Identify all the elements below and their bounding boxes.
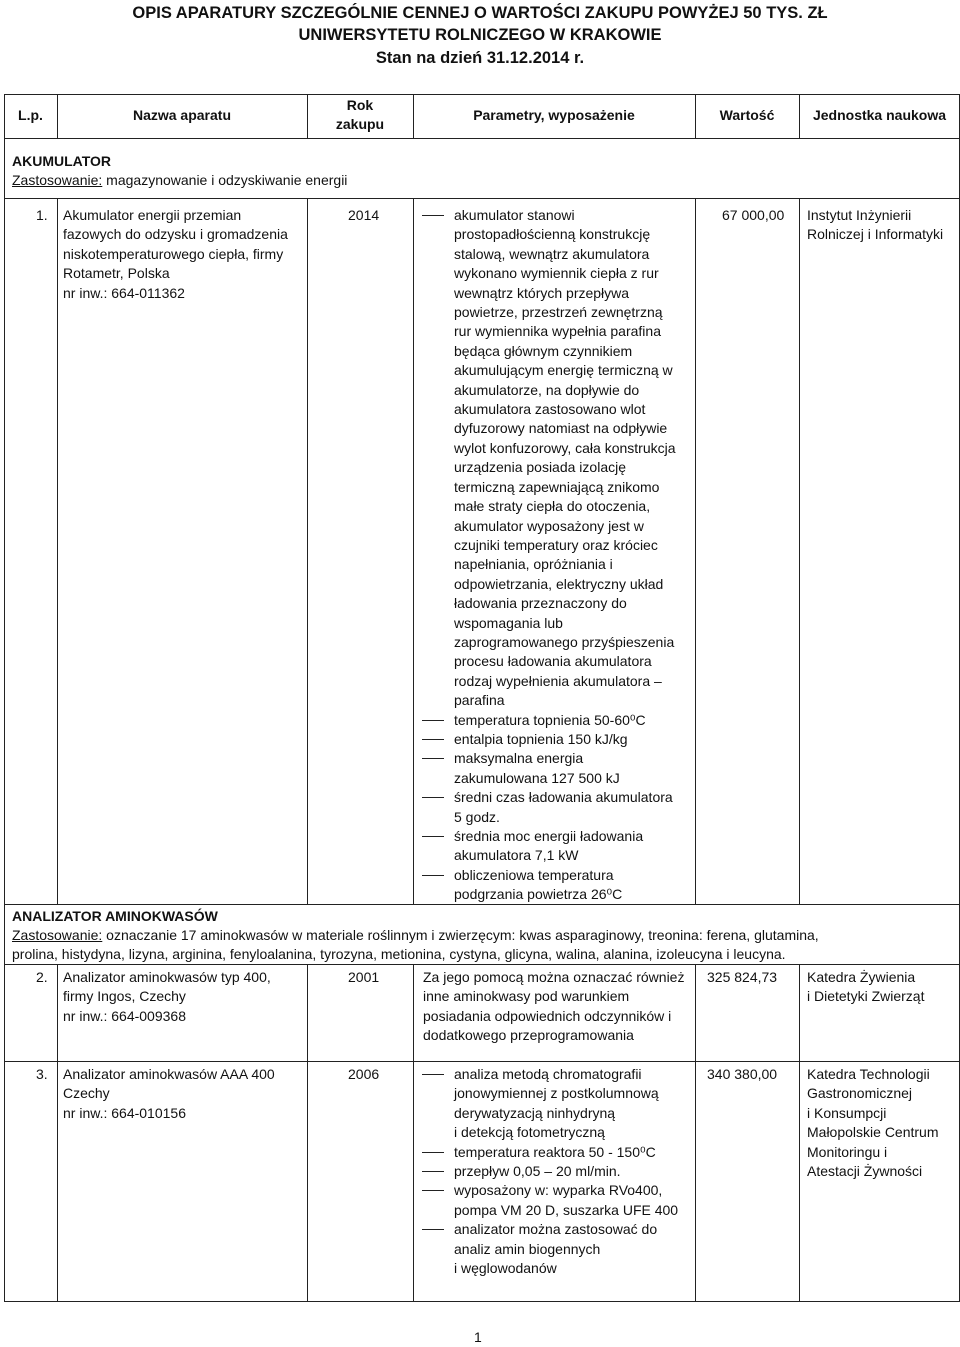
item2-value: 325 824,73 <box>707 969 778 985</box>
item3-param-item <box>414 1162 694 1181</box>
item1-param-item <box>414 206 694 711</box>
item1-param-item <box>414 749 694 788</box>
item3-param-line: i węglowodanów <box>454 1260 557 1277</box>
item1-name <box>63 206 303 303</box>
col-divider-value-items23 <box>799 964 800 1301</box>
item3-unit-line: i Konsumpcji <box>807 1104 887 1121</box>
item1-name-line: nr inw.: 664-011362 <box>63 284 185 301</box>
item1-param-line: wylot konfuzorowy, cała konstrukcja <box>454 439 676 456</box>
item2-params <box>423 968 693 1046</box>
item2-name-line: nr inw.: 664-009368 <box>63 1007 186 1024</box>
item3-params <box>414 1065 694 1278</box>
item1-param-line: małe straty ciepła do otoczenia, <box>454 498 651 515</box>
item1-param-line: stalową, wewnątrz akumulatora <box>454 245 650 262</box>
item1-param-line: prostopadłościenną konstrukcję <box>454 226 651 243</box>
item3-param-line: analiz amin biogennych <box>454 1240 601 1257</box>
item3-params-list <box>414 1065 694 1278</box>
item2-unit <box>807 968 959 1007</box>
item3-unit-line: Atestacji Żywności <box>807 1163 923 1180</box>
column-header-year-line2: zakupu <box>335 116 385 132</box>
item1-param-line: wspomagania lub <box>454 614 563 631</box>
item1-param-item <box>414 866 694 905</box>
item3-param-line: jonowymiennej z postkolumnową <box>454 1085 659 1102</box>
document-title-line1: OPIS APARATURY SZCZEGÓLNIE CENNEJ O WARTOŚCI ZAKUPU POWYŻEJ 50 TYS. ZŁ <box>132 4 828 22</box>
item1-param-line: podgrzania powietrza 26⁰C <box>454 886 623 903</box>
item2-name <box>63 968 303 1026</box>
item1-param-line: zakumulowana 127 500 kJ <box>454 769 620 786</box>
item1-param-line: wykonano wymiennik ciepła z rur <box>454 265 659 282</box>
item1-param-line: akumulatorze, na dopływie do <box>454 381 640 398</box>
item1-param-line: urządzenia posiada izolację <box>454 459 626 476</box>
section1-title: AKUMULATOR <box>12 153 112 169</box>
item3-param-line: przepływ 0,05 – 20 ml/min. <box>454 1163 621 1180</box>
item1-param-line: obliczeniowa temperatura <box>454 866 614 883</box>
item1-param-line: ładowania przeznaczony do <box>454 595 627 612</box>
item1-year: 2014 <box>348 207 380 223</box>
column-header-lp: L.p. <box>18 107 43 123</box>
item1-value: 67 000,00 <box>722 207 785 223</box>
item3-value: 340 380,00 <box>707 1066 778 1082</box>
header-row-divider <box>4 138 960 139</box>
item3-name-line: nr inw.: 664-010156 <box>63 1104 186 1121</box>
section2-divider <box>4 964 960 965</box>
item3-param-line: pompa VM 20 D, suszarka UFE 400 <box>454 1201 679 1218</box>
item1-name-line: Akumulator energii przemian <box>63 207 242 223</box>
item1-param-line: akumulatora 7,1 kW <box>454 847 579 864</box>
item1-param-item <box>414 711 694 730</box>
item3-year: 2006 <box>348 1066 380 1082</box>
usage-text: oznaczanie 17 aminokwasów w materiale roślinnym i zwierzęcym: kwas asparaginowy, treonina: ferena, glutamina, <box>102 927 819 943</box>
item1-param-line: procesu ładowania akumulatora <box>454 653 652 670</box>
item1-param-line: zaprogramowanego przyśpieszenia <box>454 633 675 650</box>
item1-param-line: parafina <box>454 692 505 709</box>
item3-param-line: derywatyzacją ninhydryną <box>454 1104 616 1121</box>
document-title-date: Stan na dzień 31.12.2014 r. <box>375 49 585 67</box>
column-header-unit: Jednostka naukowa <box>812 107 947 123</box>
item2-unit-line: i Dietetyki Zwierząt <box>807 988 925 1005</box>
column-header-value: Wartość <box>719 107 775 123</box>
item1-param-line: odpowietrzania, elektryczny układ <box>454 575 664 592</box>
column-header-params: Parametry, wyposażenie <box>473 107 635 123</box>
item1-param-item <box>414 788 694 827</box>
item1-param-item <box>414 827 694 866</box>
item1-param-line: napełniania, opróżniania i <box>454 556 613 573</box>
item3-unit <box>807 1065 959 1181</box>
item1-name-line: fazowych do odzysku i gromadzenia <box>63 226 288 243</box>
item3-unit-line: Gastronomicznej <box>807 1085 913 1102</box>
item1-param-line: temperatura topnienia 50-60⁰C <box>454 711 646 728</box>
col-divider-name-item1 <box>307 198 308 904</box>
item1-unit <box>807 206 959 245</box>
item2-params-line: dodatkowego przeprogramowania <box>423 1027 634 1044</box>
item2-lp: 2. <box>36 969 48 985</box>
item3-lp: 3. <box>36 1066 48 1082</box>
col-divider-params-item1 <box>695 198 696 904</box>
item3-unit-line: Małopolskie Centrum <box>807 1124 939 1141</box>
column-header-name: Nazwa aparatu <box>132 107 232 123</box>
item2-unit-line: Katedra Żywienia <box>807 969 916 985</box>
item1-param-line: termiczną zapewniającą znikomo <box>454 478 660 495</box>
item2-year: 2001 <box>348 969 380 985</box>
item1-param-line: dyfuzorowy natomiast na odpływie <box>454 420 668 437</box>
item2-params-line: posiadania odpowiednich odczynników i <box>423 1007 672 1024</box>
item1-param-item <box>414 730 694 749</box>
item1-params <box>414 206 694 905</box>
item2-name-line: firmy Ingos, Czechy <box>63 988 186 1005</box>
item1-param-line: powietrze, przestrzeń zewnętrzną <box>454 304 663 321</box>
item1-unit-line: Instytut Inżynierii <box>807 207 912 223</box>
item3-unit-line: Katedra Technologii <box>807 1066 930 1082</box>
item3-param-item <box>414 1143 694 1162</box>
item1-params-list <box>414 206 694 905</box>
item3-param-line: temperatura reaktora 50 - 150⁰C <box>454 1143 656 1160</box>
section2-usage-line2: prolina, histydyna, lizyna, arginina, fenyloalanina, tyrozyna, metionina, cystyna, glicyna, walina, alanina, izoleucyna i leucyna. <box>12 946 786 962</box>
item1-param-line: wewnątrz których przepływa <box>454 284 630 301</box>
item3-name-line: Analizator aminokwasów AAA 400 <box>63 1066 275 1082</box>
page-number: 1 <box>474 1329 482 1345</box>
item1-param-line: 5 godz. <box>454 808 500 825</box>
usage-label: Zastosowanie: <box>12 927 103 943</box>
item1-param-line: średnia moc energii ładowania <box>454 828 644 844</box>
item1-lp: 1. <box>36 207 48 223</box>
item1-param-line: rur wymiennika wypełnia parafina <box>454 323 661 340</box>
col-divider-value-item1 <box>799 198 800 904</box>
item1-param-line: czujniki temperatury oraz króciec <box>454 536 658 553</box>
usage-text: magazynowanie i odzyskiwanie energii <box>102 172 348 188</box>
item2-params-line: inne aminokwasy pod warunkiem <box>423 988 630 1005</box>
item1-unit-line: Rolniczej i Informatyki <box>807 226 944 243</box>
col-divider-lp-item1 <box>57 198 58 904</box>
item1-param-line: akumulator stanowi <box>454 207 575 223</box>
item1-param-line: średni czas ładowania akumulatora <box>454 789 673 806</box>
item1-param-line: akumulatora zastosowano wlot <box>454 401 646 418</box>
item2-params-line: Za jego pomocą można oznaczać również <box>423 969 685 985</box>
item3-param-item <box>414 1065 694 1143</box>
item3-param-item <box>414 1220 694 1278</box>
item1-param-line: entalpia topnienia 150 kJ/kg <box>454 730 628 747</box>
item3-param-line: analizator można zastosować do <box>454 1221 658 1238</box>
section1-divider <box>4 198 960 199</box>
section2-usage-line1 <box>12 926 819 945</box>
item1-param-line: będąca głównym czynnikiem <box>454 342 633 359</box>
document-title-line2: UNIWERSYTETU ROLNICZEGO W KRAKOWIE <box>298 26 662 44</box>
col-divider-params-items23 <box>695 964 696 1301</box>
column-header-year-line1: Rok <box>346 97 374 113</box>
item3-name <box>63 1065 303 1123</box>
section2-title: ANALIZATOR AMINOKWASÓW <box>12 908 218 924</box>
col-divider-name-items23 <box>307 964 308 1301</box>
item3-param-line: wyposażony w: wyparka RVo400, <box>454 1182 663 1199</box>
item1-name-line: niskotemperaturowego ciepła, firmy <box>63 245 284 262</box>
item1-name-line: Rotametr, Polska <box>63 265 170 282</box>
item3-param-line: analiza metodą chromatografii <box>454 1066 642 1082</box>
item1-param-line: akumulującym energię termiczną w <box>454 362 673 379</box>
item3-unit-line: Monitoringu i <box>807 1143 888 1160</box>
item3-param-item <box>414 1181 694 1220</box>
item3-name-line: Czechy <box>63 1085 110 1102</box>
item2-name-line: Analizator aminokwasów typ 400, <box>63 969 271 985</box>
item1-param-line: rodzaj wypełnienia akumulatora – <box>454 672 662 689</box>
usage-label: Zastosowanie: <box>12 172 103 188</box>
section1-usage <box>12 171 347 190</box>
item2-bottom-divider <box>4 1061 960 1062</box>
item3-param-line: i detekcją fotometryczną <box>454 1124 605 1141</box>
item1-param-line: maksymalna energia <box>454 750 584 767</box>
col-divider-lp-items23 <box>57 964 58 1301</box>
item1-param-line: akumulator wyposażony jest w <box>454 517 644 534</box>
